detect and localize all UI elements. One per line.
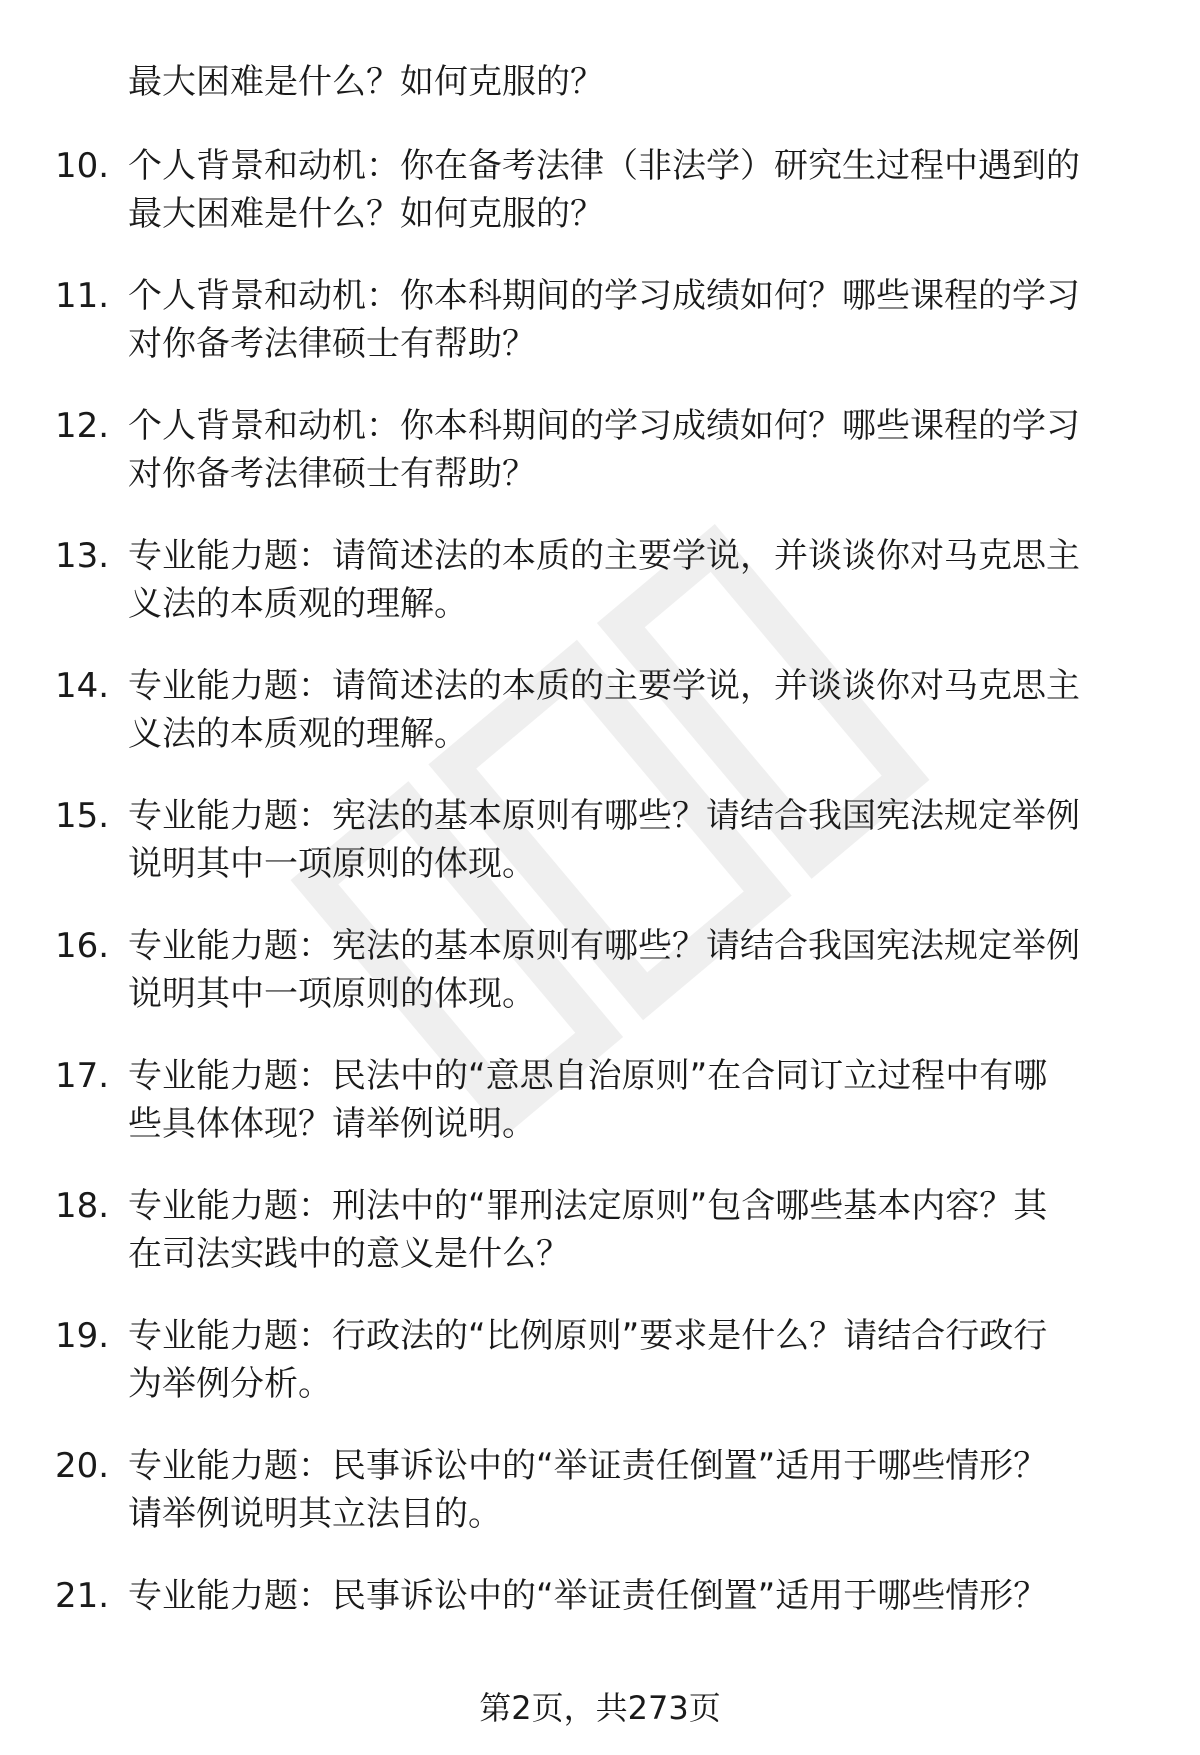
question-item — [0, 922, 1200, 1052]
question-text — [128, 402, 1138, 498]
question-text — [128, 1442, 1138, 1538]
question-text — [128, 1182, 1138, 1278]
question-line: 最大困难是什么？如何克服的？ — [128, 194, 604, 234]
question-line: 个人背景和动机：你本科期间的学习成绩如何？哪些课程的学习 — [128, 276, 1080, 316]
question-item — [0, 272, 1200, 402]
question-line: 义法的本质观的理解。 — [128, 714, 468, 754]
question-number: 20. — [55, 1446, 110, 1486]
question-line: 专业能力题：请简述法的本质的主要学说，并谈谈你对马克思主 — [128, 536, 1080, 576]
question-line: 专业能力题：行政法的“比例原则”要求是什么？请结合行政行 — [128, 1316, 1048, 1356]
question-number: 14. — [55, 666, 110, 706]
question-line: 专业能力题：宪法的基本原则有哪些？请结合我国宪法规定举例 — [128, 796, 1080, 836]
question-number: 10. — [55, 146, 110, 186]
question-line: 个人背景和动机：你在备考法律（非法学）研究生过程中遇到的 — [128, 146, 1080, 186]
question-line: 义法的本质观的理解。 — [128, 584, 468, 624]
question-number: 11. — [55, 276, 110, 316]
question-line: 说明其中一项原则的体现。 — [128, 844, 536, 884]
question-text — [128, 662, 1138, 758]
question-line: 个人背景和动机：你本科期间的学习成绩如何？哪些课程的学习 — [128, 406, 1080, 446]
question-line: 专业能力题：民法中的“意思自治原则”在合同订立过程中有哪 — [128, 1056, 1048, 1096]
question-text — [128, 142, 1138, 238]
question-number: 17. — [55, 1056, 110, 1096]
question-number: 21. — [55, 1576, 110, 1616]
question-line: 请举例说明其立法目的。 — [128, 1494, 502, 1534]
question-item — [0, 142, 1200, 272]
question-line: 对你备考法律硕士有帮助？ — [128, 454, 536, 494]
question-line: 专业能力题：宪法的基本原则有哪些？请结合我国宪法规定举例 — [128, 926, 1080, 966]
question-line: 对你备考法律硕士有帮助？ — [128, 324, 536, 364]
question-item — [0, 402, 1200, 532]
question-text — [128, 1052, 1138, 1148]
question-text — [128, 792, 1138, 888]
question-number: 18. — [55, 1186, 110, 1226]
question-item — [0, 1182, 1200, 1312]
question-number: 12. — [55, 406, 110, 446]
question-item — [0, 662, 1200, 792]
question-line: 为举例分析。 — [128, 1364, 332, 1404]
question-line: 些具体体现？请举例说明。 — [128, 1104, 536, 1144]
question-number: 15. — [55, 796, 110, 836]
question-line: 专业能力题：民事诉讼中的“举证责任倒置”适用于哪些情形？ — [128, 1576, 1048, 1616]
question-line: 专业能力题：刑法中的“罪刑法定原则”包含哪些基本内容？其 — [128, 1186, 1048, 1226]
page-number-footer: 第2页，共273页 — [479, 1689, 721, 1727]
question-item — [0, 1442, 1200, 1572]
question-text — [128, 272, 1138, 368]
question-item — [0, 532, 1200, 662]
question-number: 16. — [55, 926, 110, 966]
question-number: 13. — [55, 536, 110, 576]
question-text — [128, 532, 1138, 628]
question-item — [0, 1572, 1200, 1702]
question-item — [0, 1052, 1200, 1182]
question-line: 专业能力题：请简述法的本质的主要学说，并谈谈你对马克思主 — [128, 666, 1080, 706]
question-line: 专业能力题：民事诉讼中的“举证责任倒置”适用于哪些情形？ — [128, 1446, 1048, 1486]
question-item — [0, 1312, 1200, 1442]
question-line: 说明其中一项原则的体现。 — [128, 974, 536, 1014]
continued-question-text: 最大困难是什么？如何克服的？ — [128, 62, 604, 102]
question-text — [128, 1572, 1138, 1620]
question-line: 在司法实践中的意义是什么？ — [128, 1234, 570, 1274]
question-text — [128, 922, 1138, 1018]
question-text — [128, 1312, 1138, 1408]
question-number: 19. — [55, 1316, 110, 1356]
question-item — [0, 792, 1200, 922]
question-list — [0, 142, 1200, 1702]
